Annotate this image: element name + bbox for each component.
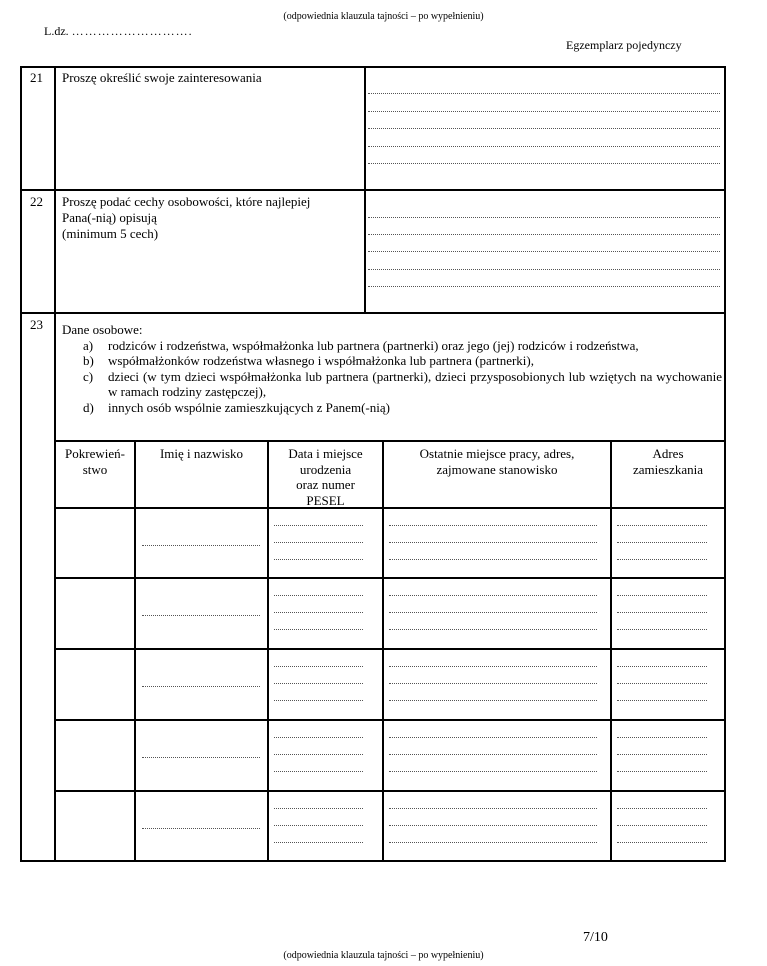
fill-line[interactable] [142,615,260,616]
fill-line[interactable] [274,525,363,526]
confidentiality-clause-bottom: (odpowiednia klauzula tajności – po wypełnieniu) [283,950,484,961]
fill-line[interactable] [389,595,597,596]
fill-line[interactable] [617,629,707,630]
fill-line[interactable] [389,629,597,630]
copy-label: Egzemplarz pojedynczy [566,38,682,52]
fill-line[interactable] [617,700,707,701]
list-item-text: rodziców i rodzeństwa, współmałżonka lub partnera (partnerki) oraz jego (jej) rodziców i rodzeństwa, [108,337,639,353]
column-header-name: Imię i nazwisko [159,446,244,461]
personal-data-list [62,322,722,415]
fill-line[interactable] [617,771,707,772]
fill-line[interactable] [274,683,363,684]
question-21-text: Proszę określić swoje zainteresowania [62,70,262,85]
fill-line[interactable] [389,542,597,543]
fill-line[interactable] [617,612,707,613]
fill-line[interactable] [617,559,707,560]
fill-line[interactable] [274,842,363,843]
fill-line[interactable] [274,700,363,701]
reference-dots: ………………………. [71,24,193,38]
fill-line[interactable] [617,683,707,684]
column-header-workplace: Ostatnie miejsce pracy, adres, zajmowane stanowisko [419,446,575,477]
list-item [62,353,722,369]
fill-line[interactable] [389,737,597,738]
personal-data-heading: Dane osobowe: [62,322,143,337]
page-number: 7/10 [583,930,608,945]
list-item [62,400,722,416]
fill-line[interactable] [389,666,597,667]
fill-line[interactable] [389,683,597,684]
column-header-birth: Data i miejsce urodzenia oraz numer PESEL [288,446,363,508]
list-item-label: b) [83,353,94,368]
fill-line[interactable] [274,559,363,560]
fill-line[interactable] [617,525,707,526]
fill-line[interactable] [274,595,363,596]
column-header-relationship: Pokrewień- stwo [65,446,125,477]
fill-line[interactable] [617,542,707,543]
fill-line[interactable] [617,842,707,843]
fill-line[interactable] [274,612,363,613]
list-item-text: współmałżonków rodzeństwa własnego i współmałżonka lub partnera (partnerki), [108,353,534,368]
list-item [62,369,722,400]
fill-line[interactable] [274,629,363,630]
question-23-number: 23 [30,317,43,332]
reference-label: L.dz. [44,24,69,38]
fill-line[interactable] [274,825,363,826]
question-22-text-line-3: (minimum 5 cech) [62,226,159,241]
fill-line[interactable] [389,700,597,701]
fill-line[interactable] [389,771,597,772]
fill-line[interactable] [389,612,597,613]
question-22-number: 22 [30,194,43,209]
fill-line[interactable] [617,808,707,809]
column-header-address: Adres zamieszkania [632,446,703,477]
fill-line[interactable] [274,737,363,738]
fill-line[interactable] [274,754,363,755]
question-21-number: 21 [30,70,43,85]
question-22-text-line-2: Pana(-nią) opisują [62,210,157,225]
fill-line[interactable] [142,757,260,758]
fill-line[interactable] [389,842,597,843]
list-item-label: a) [83,337,94,353]
list-item-label: c) [83,368,94,384]
fill-line[interactable] [389,808,597,809]
question-22-text-line-1: Proszę podać cechy osobowości, które najlepiej [62,194,311,209]
fill-line[interactable] [617,825,707,826]
fill-line[interactable] [142,828,260,829]
fill-line[interactable] [142,686,260,687]
fill-line[interactable] [389,825,597,826]
reference-number [44,24,193,39]
fill-line[interactable] [389,754,597,755]
fill-line[interactable] [617,595,707,596]
list-item-text: dzieci (w tym dzieci współmałżonka lub partnera (partnerki), dzieci przysposobionych lub wziętych na wychowanie w ramach rodziny zastępczej), [108,368,722,399]
fill-line[interactable] [389,525,597,526]
fill-line[interactable] [274,542,363,543]
fill-line[interactable] [617,754,707,755]
fill-line[interactable] [274,666,363,667]
fill-line[interactable] [274,808,363,809]
fill-line[interactable] [617,737,707,738]
fill-line[interactable] [142,545,260,546]
list-item [62,338,722,354]
confidentiality-clause-top: (odpowiednia klauzula tajności – po wypełnieniu) [283,11,484,22]
list-item-text: innych osób wspólnie zamieszkujących z Panem(-nią) [108,399,390,415]
fill-line[interactable] [617,666,707,667]
list-item-label: d) [83,399,94,415]
fill-line[interactable] [389,559,597,560]
fill-line[interactable] [274,771,363,772]
